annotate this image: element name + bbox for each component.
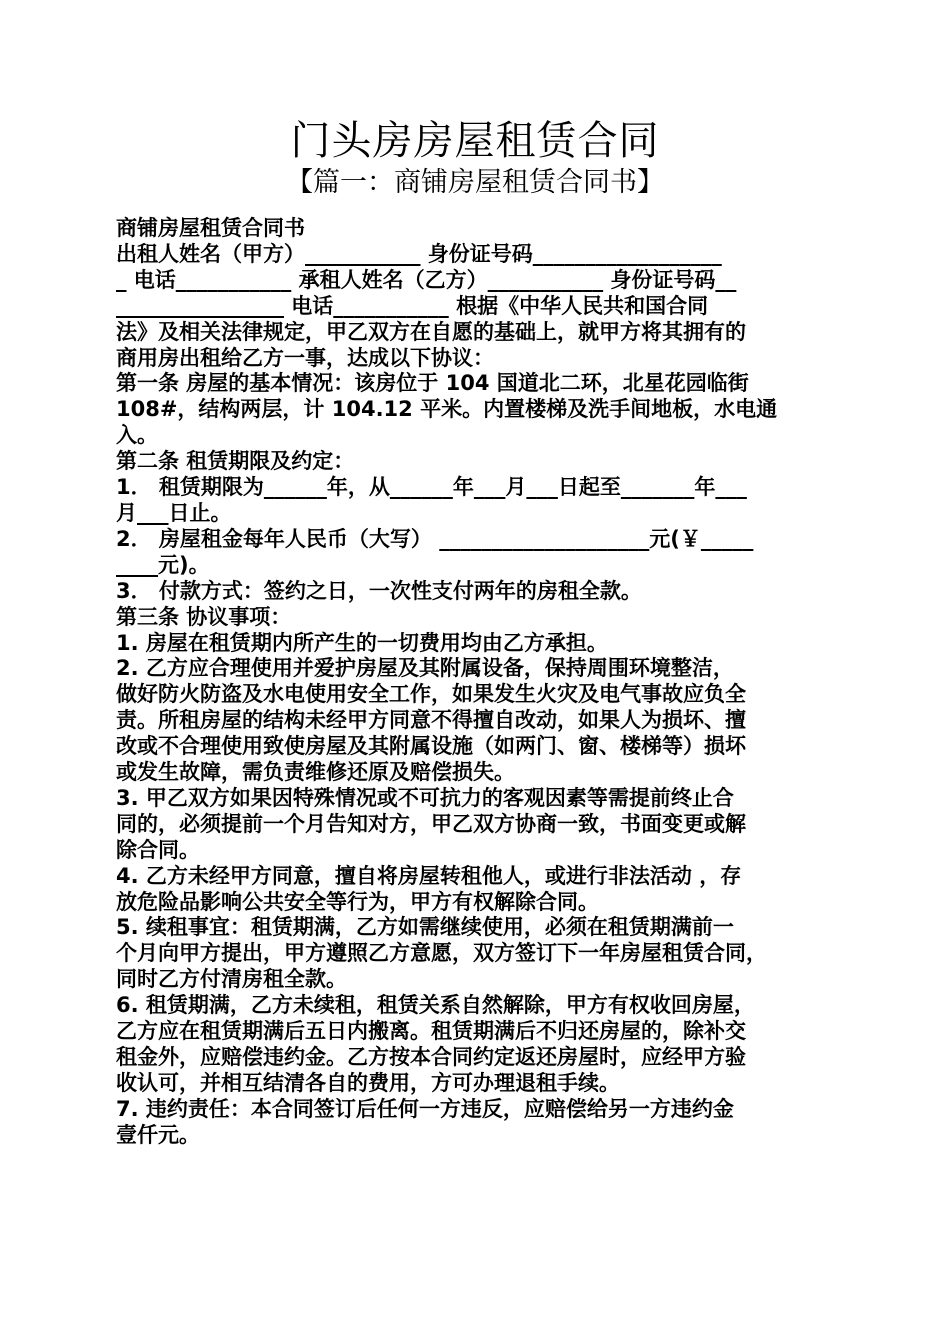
body-line: 108#，结构两层，计 104.12 平米。内置楼梯及洗手间地板，水电通 (116, 397, 778, 422)
body-line: 或发生故障，需负责维修还原及赔偿损失。 (116, 760, 515, 785)
body-line: 租金外，应赔偿违约金。乙方按本合同约定返还房屋时，应经甲方验 (116, 1045, 746, 1069)
body-line: 月___日止。 (116, 500, 232, 525)
body-line: 做好防火防盗及水电使用安全工作，如果发生火灾及电气事故应负全 (116, 682, 746, 707)
body-line: ________________ 电话___________ 根据《中华人民共和国合同 (116, 293, 709, 318)
body-line: 除合同。 (116, 837, 200, 862)
document-title: 门头房房屋租赁合同 (290, 118, 660, 164)
document-body (116, 216, 846, 1149)
body-line: ____元)。 (116, 552, 210, 577)
body-line: 7. 违约责任：本合同签订后任何一方违反，应赔偿给另一方违约金 (116, 1096, 734, 1121)
body-line: 同的，必须提前一个月告知对方，甲乙双方协商一致，书面变更或解 (116, 811, 746, 836)
body-line: 个月向甲方提出，甲方遵照乙方意愿，双方签订下一年房屋租赁合同， (116, 941, 767, 966)
document-subtitle: 【篇一：商铺房屋租赁合同书】 (286, 167, 664, 198)
body-line: 同时乙方付清房租全款。 (116, 967, 347, 992)
body-line: 第一条 房屋的基本情况：该房位于 104 国道北二环，北星花园临街 (116, 371, 749, 396)
body-line: _ 电话___________ 承租人姓名（乙方）___________ 身份证号码__ (116, 267, 737, 292)
body-line: 2． 房屋租金每年人民币（大写） ____________________元(￥_____ (116, 526, 754, 551)
body-line: 责。所租房屋的结构未经甲方同意不得擅自改动，如果人为损坏、擅 (116, 708, 746, 733)
body-line: 入。 (116, 423, 158, 448)
body-line: 2. 乙方应合理使用并爱护房屋及其附属设备，保持周围环境整洁， (116, 656, 734, 681)
body-line: 第三条 协议事项： (116, 604, 292, 629)
body-line: 商用房出租给乙方一事，达成以下协议： (116, 345, 494, 370)
body-line: 改或不合理使用致使房屋及其附属设施（如两门、窗、楼梯等）损坏 (116, 734, 746, 759)
body-line: 3. 甲乙双方如果因特殊情况或不可抗力的客观因素等需提前终止合 (116, 785, 734, 810)
body-line: 第二条 租赁期限及约定： (116, 449, 355, 474)
body-line: 5. 续租事宜：租赁期满，乙方如需继续使用，必须在租赁期满前一 (116, 915, 734, 940)
body-line: 商铺房屋租赁合同书 (116, 216, 305, 240)
body-line: 收认可，并相互结清各自的费用，方可办理退租手续。 (116, 1070, 620, 1095)
body-line: 放危险品影响公共安全等行为，甲方有权解除合同。 (116, 889, 599, 914)
body-line: 出租人姓名（甲方）___________ 身份证号码__________________ (116, 241, 722, 266)
body-line: 1． 租赁期限为______年，从______年___月___日起至_______年___ (116, 475, 747, 500)
body-line: 3． 付款方式：签约之日，一次性支付两年的房租全款。 (116, 578, 642, 603)
body-line: 法》及相关法律规定，甲乙双方在自愿的基础上，就甲方将其拥有的 (116, 319, 746, 344)
body-line: 壹仟元。 (116, 1122, 200, 1147)
body-line: 乙方应在租赁期满后五日内搬离。租赁期满后不归还房屋的，除补交 (116, 1019, 746, 1044)
body-line: 6. 租赁期满，乙方未续租，租赁关系自然解除，甲方有权收回房屋， (116, 993, 755, 1018)
body-line: 1. 房屋在租赁期内所产生的一切费用均由乙方承担。 (116, 630, 608, 655)
body-line: 4. 乙方未经甲方同意，擅自将房屋转租他人，或进行非法活动 ，存 (116, 863, 742, 888)
